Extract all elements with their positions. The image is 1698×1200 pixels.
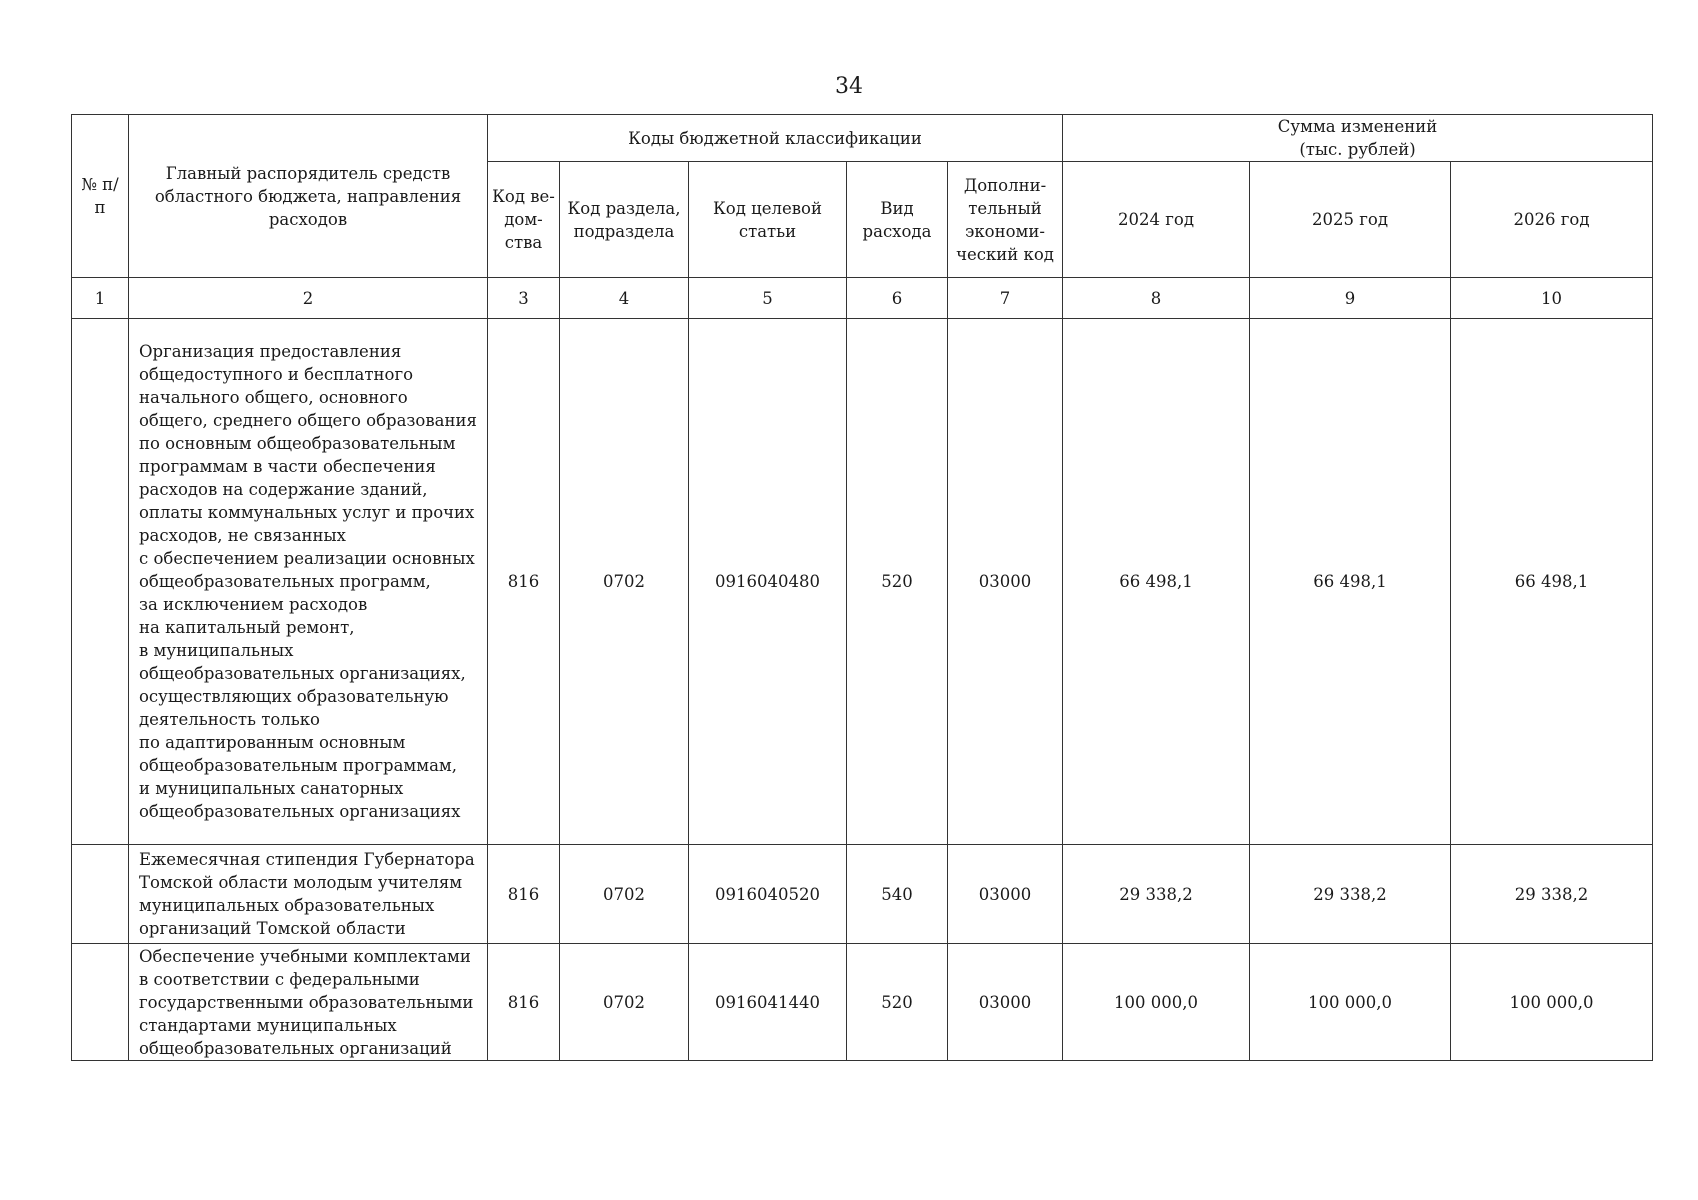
row-num	[72, 944, 129, 1061]
row-amount-2025: 66 498,1	[1250, 319, 1451, 845]
column-number: 7	[948, 278, 1063, 319]
row-dept-code: 816	[488, 319, 560, 845]
row-expense-type: 520	[847, 944, 948, 1061]
description-line: государственными образовательными	[139, 992, 474, 1012]
header-dept-code: Код ве-дом-ства	[488, 162, 560, 278]
table-row	[72, 944, 1653, 1061]
row-description	[129, 319, 488, 845]
row-section-code: 0702	[560, 319, 689, 845]
row-description	[129, 944, 488, 1061]
header-sum-line1: Сумма изменений	[1277, 117, 1438, 136]
column-number: 2	[129, 278, 488, 319]
description-line: расходов, не связанных	[139, 526, 346, 545]
row-amount-2025: 29 338,2	[1250, 845, 1451, 944]
description-line: общеобразовательных организациях,	[139, 664, 466, 683]
description-line: общеобразовательных организаций	[139, 1038, 452, 1058]
table-row	[72, 845, 1653, 944]
header-sum-changes	[1063, 115, 1653, 162]
description-line: в муниципальных	[139, 641, 294, 660]
row-amount-2024: 29 338,2	[1063, 845, 1250, 944]
row-amount-2026: 100 000,0	[1451, 944, 1653, 1061]
description-line: с обеспечением реализации основных	[139, 549, 475, 568]
description-line: расходов на содержание зданий,	[139, 480, 428, 499]
row-amount-2024: 66 498,1	[1063, 319, 1250, 845]
header-sum-line2: (тыс. рублей)	[1299, 140, 1416, 159]
column-number: 9	[1250, 278, 1451, 319]
row-num	[72, 845, 129, 944]
header-year-2026: 2026 год	[1451, 162, 1653, 278]
column-number: 1	[72, 278, 129, 319]
row-target-code: 0916041440	[689, 944, 847, 1061]
description-line: оплаты коммунальных услуг и прочих	[139, 503, 475, 522]
description-line: начального общего, основного	[139, 388, 408, 407]
column-number-row	[72, 278, 1653, 319]
description-line: осуществляющих образовательную	[139, 687, 449, 706]
description-line: общеобразовательных организациях	[139, 802, 461, 821]
description-line: Организация предоставления	[139, 342, 402, 361]
table-header	[72, 115, 1653, 278]
header-budget-codes: Коды бюджетной классификации	[488, 115, 1063, 162]
description-line: Томской области молодым учителям	[139, 873, 463, 892]
row-amount-2026: 29 338,2	[1451, 845, 1653, 944]
description-line: по основным общеобразовательным	[139, 434, 456, 453]
header-recipient: Главный распорядитель средств областного бюджета, направления расходов	[129, 115, 488, 278]
header-year-2025: 2025 год	[1250, 162, 1451, 278]
row-extra-code: 03000	[948, 319, 1063, 845]
column-number: 8	[1063, 278, 1250, 319]
description-line: общеобразовательных программ,	[139, 572, 431, 591]
description-line: муниципальных образовательных	[139, 896, 435, 915]
page-number: 34	[835, 74, 863, 99]
row-extra-code: 03000	[948, 845, 1063, 944]
header-section-code: Код раздела, подраздела	[560, 162, 689, 278]
column-number: 4	[560, 278, 689, 319]
row-amount-2026: 66 498,1	[1451, 319, 1653, 845]
header-num: № п/п	[72, 115, 129, 278]
row-expense-type: 540	[847, 845, 948, 944]
row-section-code: 0702	[560, 845, 689, 944]
budget-table	[71, 114, 1653, 1061]
description-line: общеобразовательным программам,	[139, 756, 457, 775]
description-line: программам в части обеспечения	[139, 457, 436, 476]
column-number: 10	[1451, 278, 1653, 319]
description-line: общего, среднего общего образования	[139, 411, 477, 430]
description-line: общедоступного и бесплатного	[139, 365, 414, 384]
description-line: Ежемесячная стипендия Губернатора	[139, 850, 475, 869]
description-line: стандартами муниципальных	[139, 1015, 397, 1035]
description-line: по адаптированным основным	[139, 733, 406, 752]
row-section-code: 0702	[560, 944, 689, 1061]
table-body	[72, 278, 1653, 1061]
row-extra-code: 03000	[948, 944, 1063, 1061]
column-number: 3	[488, 278, 560, 319]
row-dept-code: 816	[488, 944, 560, 1061]
description-line: на капитальный ремонт,	[139, 618, 355, 637]
header-year-2024: 2024 год	[1063, 162, 1250, 278]
column-number: 6	[847, 278, 948, 319]
description-line: Обеспечение учебными комплектами	[139, 946, 471, 966]
description-line: в соответствии с федеральными	[139, 969, 420, 989]
table-row	[72, 319, 1653, 845]
description-line: организаций Томской области	[139, 919, 406, 938]
row-target-code: 0916040480	[689, 319, 847, 845]
row-dept-code: 816	[488, 845, 560, 944]
row-expense-type: 520	[847, 319, 948, 845]
row-amount-2025: 100 000,0	[1250, 944, 1451, 1061]
row-amount-2024: 100 000,0	[1063, 944, 1250, 1061]
row-target-code: 0916040520	[689, 845, 847, 944]
header-expense-type: Вид расхода	[847, 162, 948, 278]
description-line: за исключением расходов	[139, 595, 368, 614]
description-line: и муниципальных санаторных	[139, 779, 404, 798]
header-extra-code: Дополни-тельный экономи-ческий код	[948, 162, 1063, 278]
description-line: деятельность только	[139, 710, 320, 729]
header-target-code: Код целевой статьи	[689, 162, 847, 278]
row-description	[129, 845, 488, 944]
column-number: 5	[689, 278, 847, 319]
row-num	[72, 319, 129, 845]
